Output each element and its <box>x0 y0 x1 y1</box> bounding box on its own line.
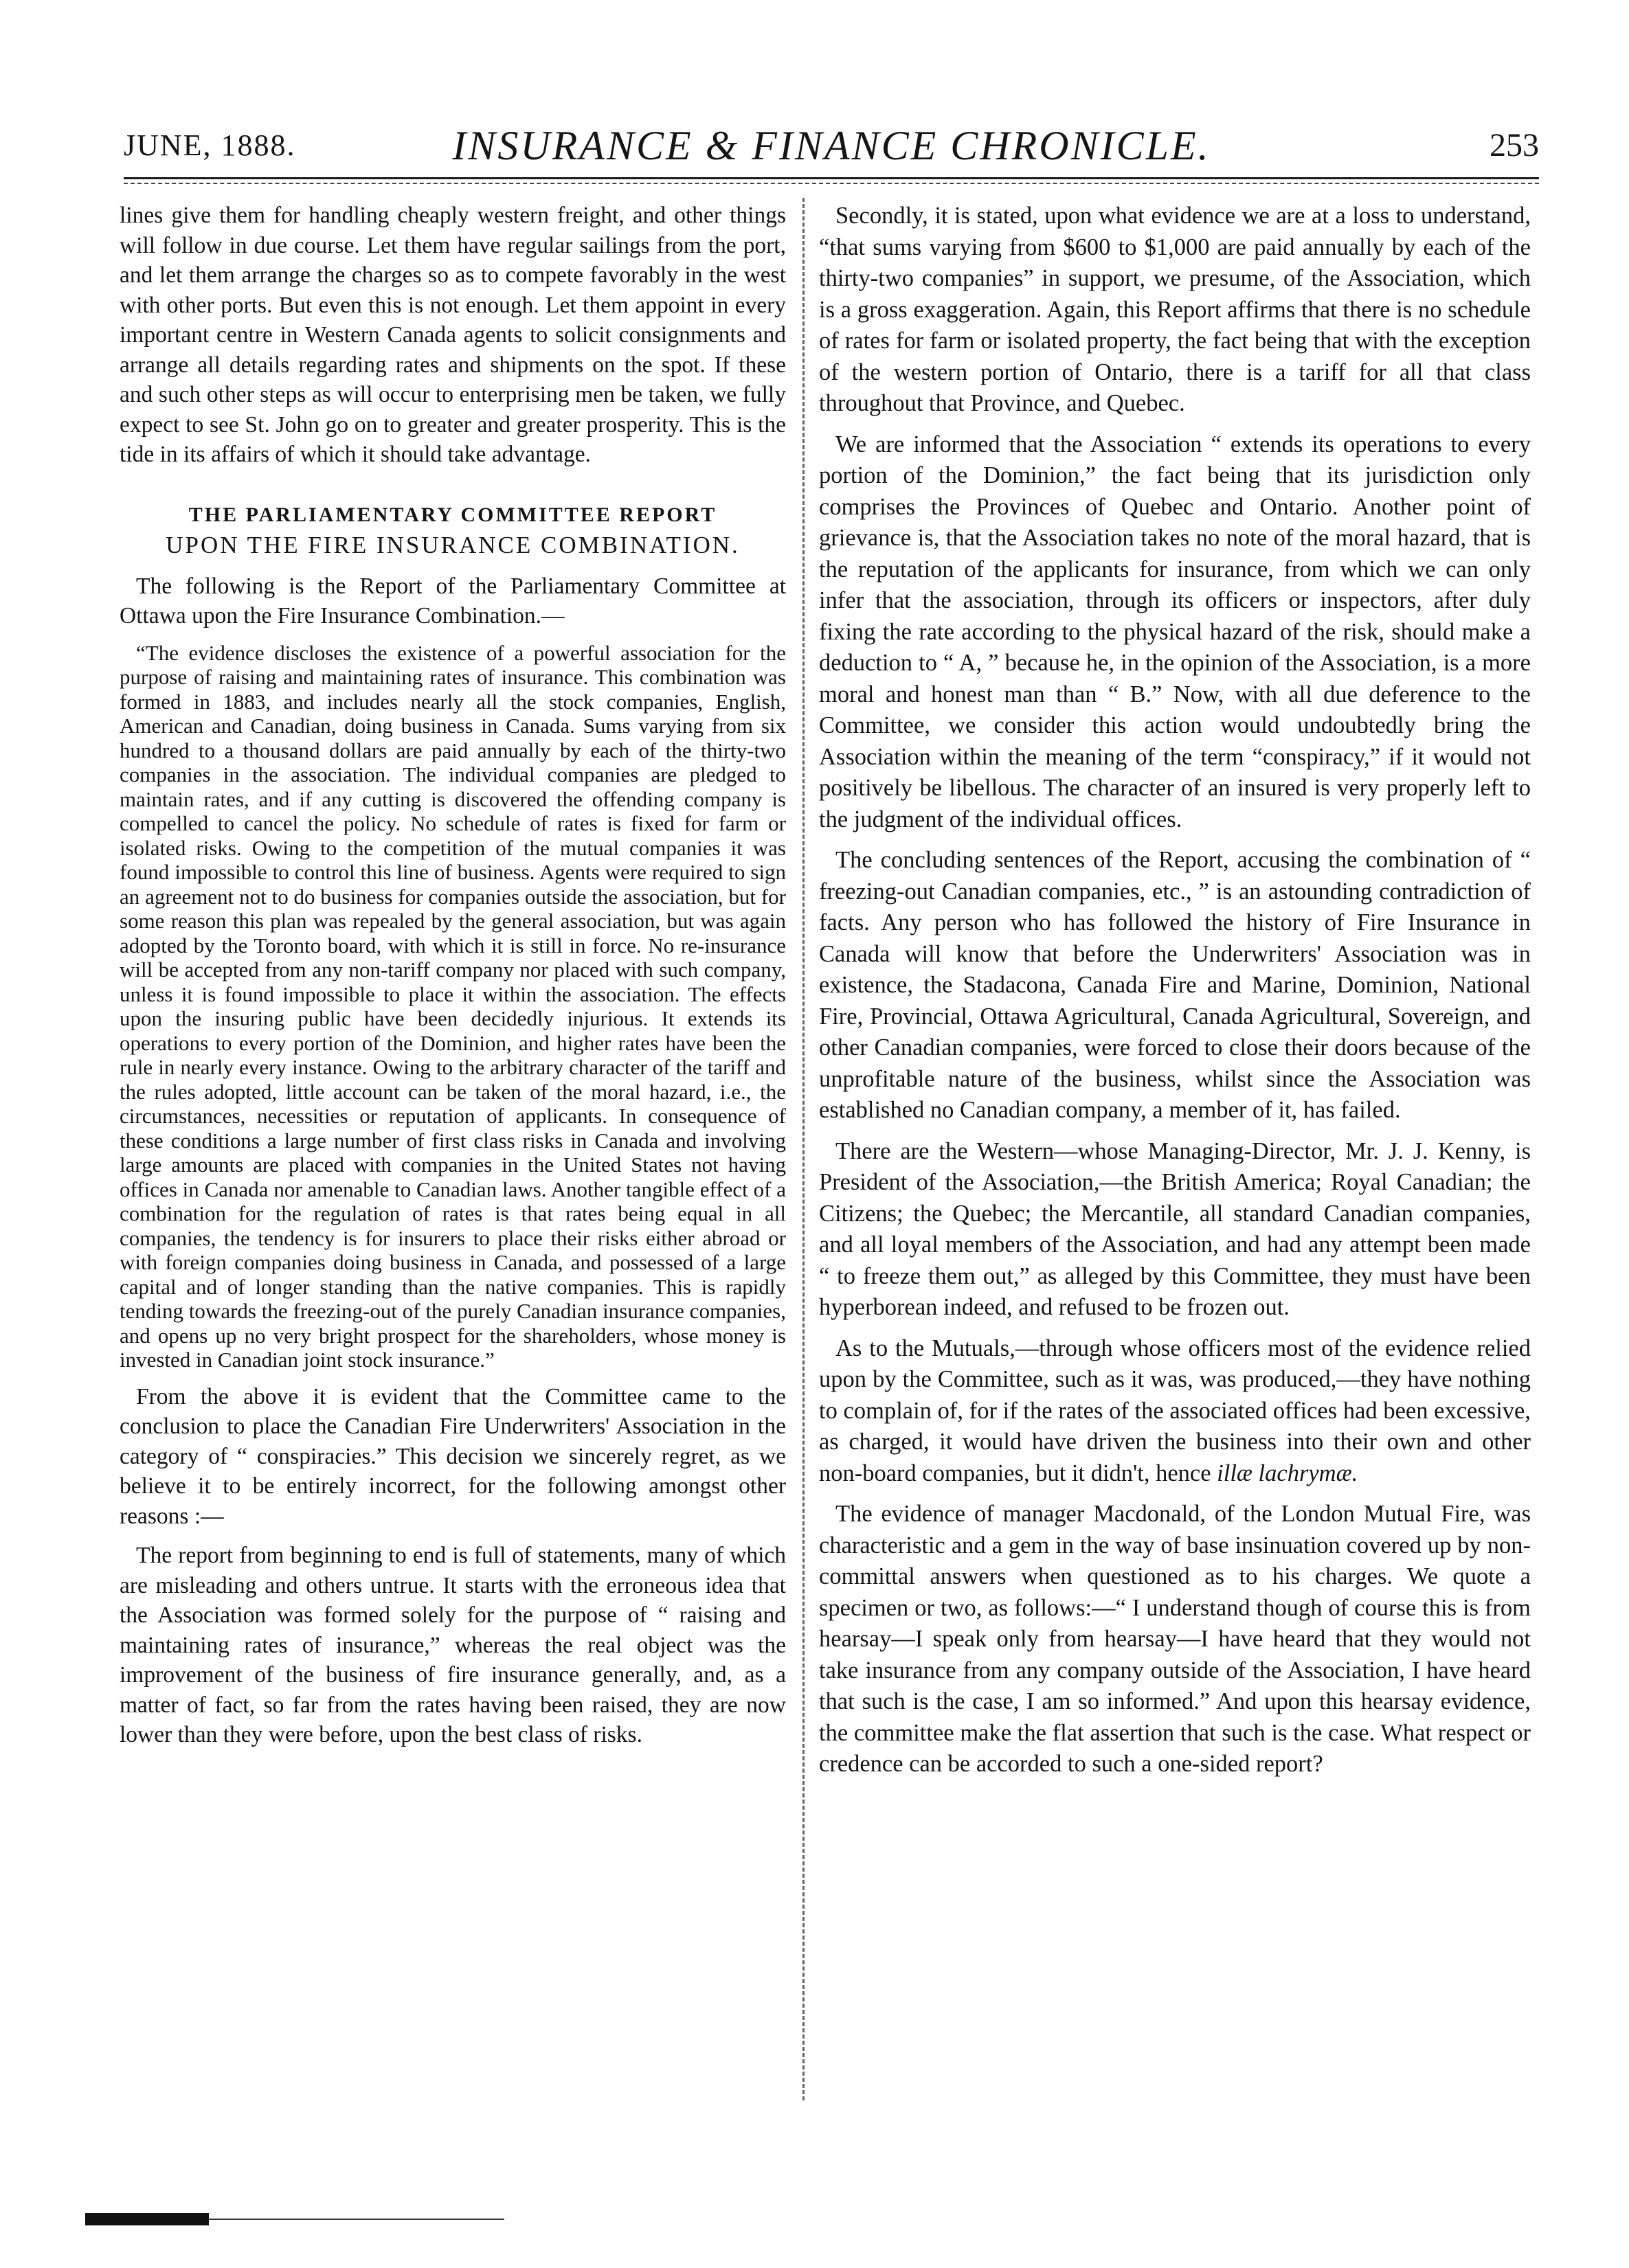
western-paragraph: There are the Western—whose Managing-Director, Mr. J. J. Kenny, is President of the Association,—the British America; Royal Canadian; the Citizens; the Quebec; the Mercantile, all standard Canadian companies, and all loyal members of the Association, and had any attempt been made “ to freeze them out,” as alleged by this Committee, they must have been hyperborean indeed, and refused to be frozen out. <box>819 1137 1531 1320</box>
issue-date: JUNE, 1888. <box>124 128 296 162</box>
report-quote: “The evidence discloses the existence of a powerful association for the purpose of raising and maintaining rates of insurance. This combination was formed in 1883, and includes nearly all the stock companies, English, American and Canadian, doing business in Canada. Sums varying from six hundred to a thousand dollars are paid annually by each of the thirty-two companies in the association. The individual companies are pledged to maintain rates, and if any cutting is discovered the offending company is compelled to cancel the policy. No schedule of rates is fixed for farm or isolated risks. Owing to the competition of the mutual companies it was found impossible to control this line of business. Agents were required to sign an agreement not to do business for companies outside the association, but for some reason this plan was repealed by the general association, but was again adopted by the Toronto board, with which it is still in force. No re-insurance will be accepted from any non-tariff company nor placed with such company, unless it is found impossible to place it within the association. The effects upon the insuring public have been decidedly injurious. It extends its operations to every portion of the Dominion, and higher rates have been the rule in nearly every instance. Owing to the arbitrary character of the tariff and the rules adopted, little account can be taken of the moral hazard, i.e., the circumstances, necessities or reputation of applicants. In consequence of these conditions a large number of first class risks in Canada and involving large amounts are placed with companies in the United States not having offices in Canada nor amenable to Canadian laws. Another tangible effect of a combination for the regulation of rates is that rates being equal in all companies, the tendency is for insurers to place their risks either abroad or with foreign companies doing business in Canada, and possessed of a large capital and of longer standing than the native companies. This is rapidly tending towards the freezing-out of the purely Canadian insurance companies, and opens up no very bright prospect for the shareholders, whose money is invested in Canadian joint stock insurance.” <box>120 640 786 1372</box>
informed-paragraph: We are informed that the Association “ extends its operations to every portion of the Dominion,” the fact being that its jurisdiction only comprises the Provinces of Quebec and Ontario. Another point of grievance is, that the Association takes no note of the moral hazard, that is the reputation of the applicants for insurance, from which we can only infer that the association, through its officers or inspectors, after duly fixing the rate according to the physical hazard of the risk, should make a deduction to “ A, ” because he, in the opinion of the Association, is a more moral and honest man than “ B.” Now, with all due deference to the Committee, we consider this action would undoubtedly bring the Association within the meaning of the term “conspiracy,” if it would not positively be libellous. The character of an insured is very properly left to the judgment of the individual offices. <box>819 431 1531 832</box>
st-john-paragraph: lines give them for handling cheaply western freight, and other things will follow in due course. Let them have regular sailings from the port, and let them arrange the charges so as to compete favorably in the west with other ports. But even this is not enough. Let them appoint in every important centre in Western Canada agents to solicit consignments and arrange all details regarding rates and shipments on the spot. If these and such other steps as will occur to enterprising men be taken, we fully expect to see St. John go on to greater and greater prosperity. This is the tide in its affairs of which it should take advantage. <box>120 203 786 467</box>
page-header <box>124 122 1539 170</box>
concluding-paragraph: The concluding sentences of the Report, accusing the combination of “ freezing-out Canadian companies, etc., ” is an astounding contradiction of facts. Any person who has followed the history of Fire Insurance in Canada will know that before the Underwriters' Association was in existence, the Stadacona, Canada Fire and Marine, Dominion, National Fire, Provincial, Ottawa Agricultural, Canada Agricultural, Sovereign, and other Canadian companies, were forced to close their doors because of the unprofitable nature of the business, whilst since the Association was established no Canadian company, a member of it, has failed. <box>819 847 1531 1123</box>
publication-title: INSURANCE & FINANCE CHRONICLE. <box>452 123 1211 168</box>
right-column <box>819 201 1531 1780</box>
footer-rule-thick <box>85 2213 209 2225</box>
secondly-paragraph: Secondly, it is stated, upon what evidence we are at a loss to understand, “that sums varying from $600 to $1,000 are paid annually by each of the thirty-two companies” in support, we presume, of the Association, which is a gross exaggeration. Again, this Report affirms that there is no schedule of rates for farm or isolated property, the fact being that with the exception of the western portion of Ontario, there is a tariff for all that class throughout that Province, and Quebec. <box>819 203 1531 416</box>
article-heading: THE PARLIAMENTARY COMMITTEE REPORT <box>188 503 717 526</box>
latin-phrase: illæ lachrymæ. <box>1217 1460 1358 1486</box>
column-divider <box>802 198 805 2100</box>
header-rule-dashed <box>124 183 1539 184</box>
mutuals-paragraph <box>819 1333 1531 1490</box>
statements-paragraph: The report from beginning to end is full of statements, many of which are misleading and others untrue. It starts with the erroneous idea that the Association was formed solely for the purpose of “ raising and maintaining rates of insurance,” whereas the real object was the improvement of the business of fire insurance generally, and, as a matter of fact, so far from the rates having been raised, they are now lower than they were before, upon the best class of risks. <box>120 1543 786 1747</box>
mutuals-text: As to the Mutuals,—through whose officers most of the evidence relied upon by the Committee, such as it was, was produced,—they have nothing to complain of, for if the rates of the associated offices had been excessive, as charged, it would have driven the business into their own and other non-board companies, but it didn't, hence <box>819 1335 1531 1486</box>
conclusion-paragraph: From the above it is evident that the Committee came to the conclusion to place the Canadian Fire Underwriters' Association in the category of “ conspiracies.” This decision we sincerely regret, as we believe it to be entirely incorrect, for the following amongst other reasons :— <box>120 1383 786 1529</box>
macdonald-paragraph: The evidence of manager Macdonald, of the London Mutual Fire, was characteristic and a gem in the way of base insinuation covered up by non-committal answers when questioned as to his charges. We quote a specimen or two, as follows:—“ I understand though of course this is from hearsay—I speak only from hearsay—I have heard that they would not take insurance from any company outside of the Association, I have heard that such is the case, I am so informed.” And upon this hearsay evidence, the committee make the flat assertion that such is the case. What respect or credence can be accorded to such a one-sided report? <box>819 1501 1531 1777</box>
article-subheading: UPON THE FIRE INSURANCE COMBINATION. <box>166 531 740 558</box>
header-rule <box>124 177 1539 179</box>
report-lead: The following is the Report of the Parliamentary Committee at Ottawa upon the Fire Insurance Combination.— <box>120 573 786 628</box>
footer-rule-thin <box>209 2219 504 2220</box>
left-column <box>120 201 786 1750</box>
page-number: 253 <box>1490 127 1539 163</box>
